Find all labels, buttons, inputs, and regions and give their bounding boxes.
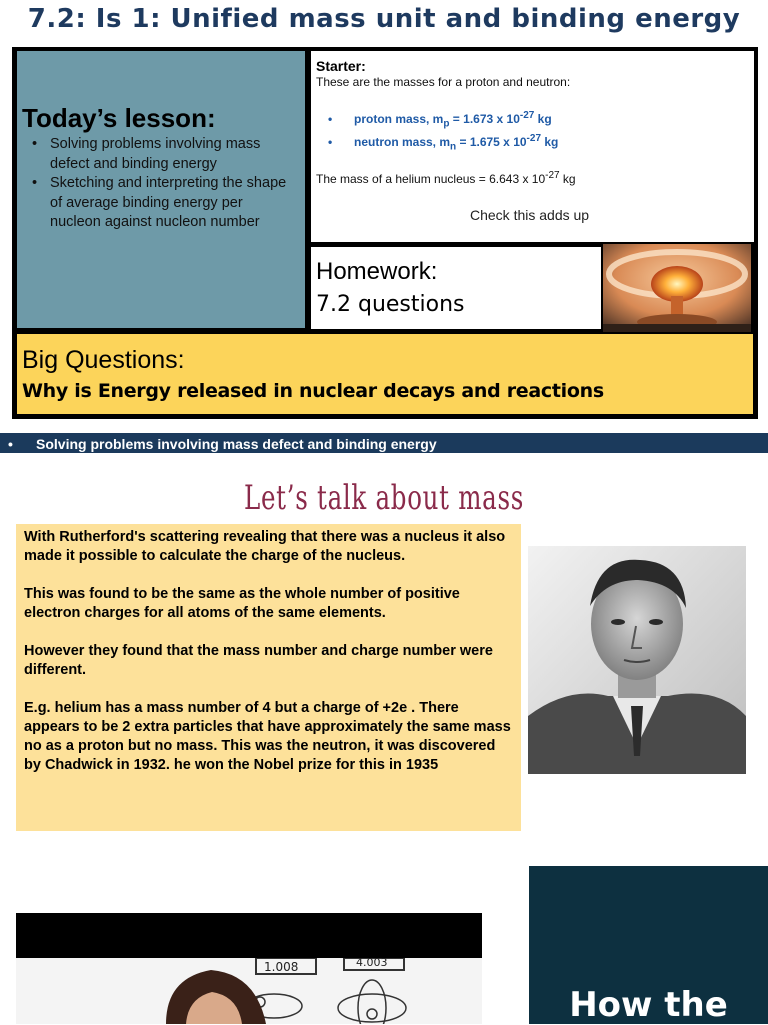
chadwick-portrait-image — [528, 546, 746, 774]
bullet: • — [328, 112, 333, 126]
board-label-2: 4.003 — [356, 958, 388, 969]
objective-banner-text: • Solving problems involving mass defect and binding energy — [8, 436, 437, 452]
todays-lesson-heading: Today’s lesson: — [22, 103, 216, 133]
info-text — [24, 528, 516, 794]
bullet: • — [8, 436, 13, 452]
section-heading: Let’s talk about mass — [243, 478, 525, 518]
info-paragraph: With Rutherford's scattering revealing that there was a nucleus it also made it possible to calculate the charge of the nucleus. — [24, 529, 506, 564]
info-paragraph: This was found to be the same as the whole number of positive electron charges for all atoms of the same elements. — [24, 586, 460, 621]
big-questions-title: Big Questions: — [22, 346, 185, 374]
info-paragraph: However they found that the mass number and charge number were different. — [24, 643, 493, 678]
starter-intro: These are the masses for a proton and neutron: — [316, 75, 571, 89]
homework-text: 7.2 questions — [316, 292, 465, 317]
neutron-mass-item: • neutron mass, $m_n = 1.675$ x $10^{-27}$ kg — [328, 133, 559, 153]
homework-title: Homework: — [316, 258, 438, 285]
bullet: • — [328, 135, 333, 149]
helium-mass-line: The mass of a helium nucleus = 6.643 x $10^{-27}$ kg — [316, 170, 576, 186]
how-the-text: How the — [569, 985, 728, 1025]
lesson-objective-item: • Solving problems involving mass defect and binding energy — [30, 135, 292, 174]
mushroom-cloud-icon — [603, 244, 751, 332]
board-label-1: 1.008 — [264, 960, 299, 974]
check-instruction: Check this adds up — [470, 207, 590, 223]
starter-title: Starter: — [316, 58, 366, 74]
page-title: 7.2: Is 1: Unified mass unit and binding energy — [27, 4, 741, 34]
video-thumbnail[interactable] — [16, 958, 482, 1024]
proton-mass-item: • proton mass, $m_p = 1.673$ x $10^{-27}$ kg — [328, 110, 552, 130]
lesson-objective-item: • Sketching and interpreting the shape of average binding energy per nucleon against nucleon number — [30, 174, 292, 233]
big-questions-text: Why is Energy released in nuclear decays and reactions — [22, 380, 604, 402]
portrait-icon — [528, 546, 746, 774]
info-paragraph: E.g. helium has a mass number of 4 but a charge of +2e . There appears to be 2 extra particles that have approximately the same mass no as a proton but no mass. This was the neutron, it was discovered by Chadwick in 1932. he won the Nobel prize for this in 1935 — [24, 700, 511, 773]
todays-lesson-list — [30, 135, 292, 233]
nuclear-explosion-image — [603, 244, 751, 332]
whiteboard-scene-icon — [16, 958, 482, 1024]
